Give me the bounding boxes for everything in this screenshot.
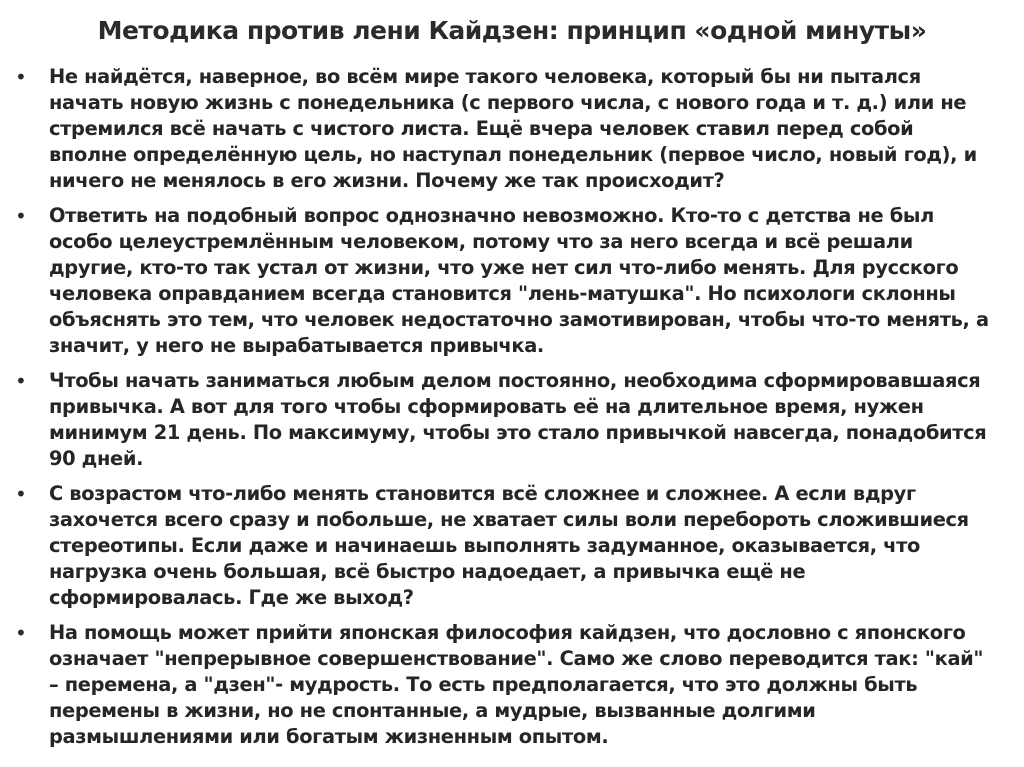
list-item [0, 620, 989, 750]
paragraph-text: Не найдётся, наверное, во всём мире такого человека, который бы ни пытался начать новую жизнь с понедельника (с первого числа, с нового года и т. д.) или не стремился всё начать с чистого листа. Ещё вчера человек ставил перед собой вполне определённую цель, но наступал понедельник (первое число, новый год), и ничего не менялось в его жизни. Почему же так происходит? [49, 65, 977, 192]
paragraph-text: На помощь может прийти японская философия кайдзен, что дословно с японского означает "непрерывное совершенствование". Само же слово переводится так: "кай" – перемена, а "дзен"- мудрость. То есть предполагается, что это должны быть перемены в жизни, но не спонтанные, а мудрые, вызванные долгими размышлениями или богатым жизненным опытом. [49, 621, 984, 748]
list-item [0, 368, 989, 472]
bullet-icon: • [15, 369, 27, 393]
bullet-icon: • [15, 621, 27, 645]
bullet-icon: • [15, 204, 27, 228]
bullet-icon: • [15, 65, 27, 89]
slide-title: Методика против лени Кайдзен: принцип «одной минуты» [97, 16, 927, 45]
bullet-icon: • [15, 482, 27, 506]
list-item [0, 203, 989, 359]
paragraph-text: С возрастом что-либо менять становится всё сложнее и сложнее. А если вдруг захочется всего сразу и побольше, не хватает силы воли перебороть сложившиеся стереотипы. Если даже и начинаешь выполнять задуманное, оказывается, что нагрузка очень большая, всё быстро надоедает, а привычка ещё не сформировалась. Где же выход? [49, 482, 969, 609]
paragraph-text: Чтобы начать заниматься любым делом постоянно, необходима сформировавшаяся привычка. А вот для того чтобы сформировать её на длительное время, нужен минимум 21 день. По максимуму, чтобы это стало привычкой навсегда, понадобится 90 дней. [49, 369, 987, 470]
paragraph-text: Ответить на подобный вопрос однозначно невозможно. Кто-то с детства не был особо целеустремлённым человеком, потому что за него всегда и всё решали другие, кто-то так устал от жизни, что уже нет сил что-либо менять. Для русского человека оправданием всегда становится "лень-матушка". Но психологи склонны объяснять это тем, что человек недостаточно замотивирован, чтобы что-то менять, а значит, у него не вырабатывается привычка. [49, 204, 989, 357]
bullet-list [0, 64, 1024, 759]
list-item [0, 64, 989, 194]
list-item [0, 481, 989, 611]
